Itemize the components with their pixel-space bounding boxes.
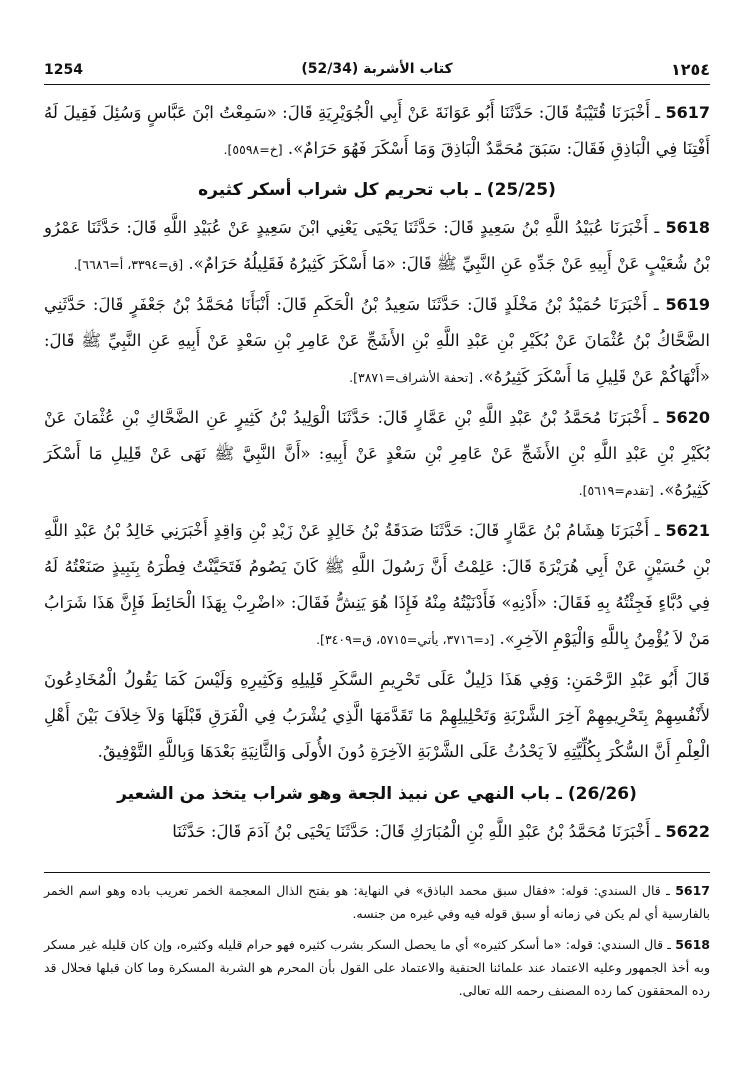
footnote-text: ـ قال السندي: قوله: «ما أسكر كثيره» أي ما يحصل السكر بشرب كثيره فهو حرام قليله وكثيره، وإن كان قليله غير مسكر وبه أخذ الجمهور وعليه الاعتماد عند علمائنا الحنفية والاعتماد على القول بأن المحرم هو الشربة المسكرة وما كان قبلها فحلال قد رده المحققون كما رده المصنف رحمه الله تعالى. [44,937,710,998]
hadith-reference: [تقدم=٥٦١٩]. [578,483,654,498]
footnote-number: 5618 [675,937,710,952]
chapter-heading-26: (26/26) ـ باب النهي عن نبيذ الجعة وهو شراب يتخذ من الشعير [117,784,637,804]
footnote-rule [44,872,710,873]
hadith-5618 [44,210,710,283]
hadith-number: 5617 [665,103,710,122]
footnote-5617 [44,879,710,925]
footnote-text: ـ قال السندي: قوله: «فقال سبق محمد الباذق» في النهاية: هو بفتح الذال المعجمة الخمر تعريب باده وهو اسم الخمر بالفارسية أي لم يكن في زمانه أو سبق قوله فيه وفي غيره من جنسه. [44,883,710,921]
hadith-number: 5619 [665,295,710,314]
hadith-5620 [44,400,710,509]
footnote-number: 5617 [675,883,710,898]
hadith-5617 [44,95,710,168]
chapter-heading-25: (25/25) ـ باب تحريم كل شراب أسكر كثيره [198,180,556,200]
hadith-number: 5618 [665,218,710,237]
running-header [44,58,710,84]
hadith-text: ـ أَخْبَرَنَا هِشَامُ بْنُ عَمَّارٍ قَالَ: حَدَّثَنَا صَدَقَةُ بْنُ خَالِدٍ عَنْ زَيْدِ بْنِ وَاقِدٍ أَخْبَرَنِي خَالِدُ بْنُ عَبْدِ اللَّهِ بْنِ حُسَيْنٍ عَنْ أَبِي هُرَيْرَةَ قَالَ: عَلِمْتُ أَنَّ رَسُولَ اللَّهِ ﷺ كَانَ يَصُومُ فَتَحَيَّنْتُ فِطْرَهُ بِنَبِيذٍ صَنَعْتُهُ لَهُ فِي دُبَّاءٍ فَجِئْتُهُ بِهِ فَقَالَ: «أَدْنِهِ» فَأَدْنَيْتُهُ مِنْهُ فَإِذَا هُوَ يَنِشُّ فَقَالَ: «اضْرِبْ بِهَذَا الْحَائِطَ فَإِنَّ هَذَا شَرَابُ مَنْ لاَ يُؤْمِنُ بِاللَّهِ وَالْيَوْمِ الآخِرِ». [44,521,710,648]
hadith-text: ـ أَخْبَرَنَا عُبَيْدُ اللَّهِ بْنُ سَعِيدٍ قَالَ: حَدَّثَنَا يَحْيَى يَعْنِي ابْنَ سَعِيدٍ عَنْ عُبَيْدِ اللَّهِ قَالَ: حَدَّثَنَا عَمْرُو بْنُ شُعَيْبٍ عَنْ أَبِيهِ عَنْ جَدِّهِ عَنِ النَّبِيِّ ﷺ قَالَ: «مَا أَسْكَرَ كَثِيرُهُ فَقَلِيلُهُ حَرَامٌ». [44,218,710,273]
hadith-5621 [44,513,710,658]
page-number-latin: 1254 [44,62,83,78]
header-rule [44,84,710,85]
footnotes [44,879,710,1002]
running-title: كتاب الأشربة (52/34) [301,61,453,77]
page [44,58,710,1010]
hadith-text: ـ أَخْبَرَنَا حُمَيْدُ بْنُ مَخْلَدٍ قَالَ: حَدَّثَنَا سَعِيدُ بْنُ الْحَكَمِ قَالَ: أَنْبَأَنَا مُحَمَّدُ بْنُ جَعْفَرٍ قَالَ: حَدَّثَنِي الضَّحَّاكُ بْنُ عُثْمَانَ عَنْ بُكَيْرِ بْنِ عَبْدِ اللَّهِ بْنِ الأَشَجِّ عَنْ عَامِرِ بْنِ سَعْدٍ عَنْ أَبِيهِ عَنِ النَّبِيِّ ﷺ قَالَ: «أَنْهَاكُمْ عَنْ قَلِيلِ مَا أَسْكَرَ كَثِيرُهُ». [44,295,710,386]
page-number-arabic: ١٢٥٤ [670,60,710,79]
hadith-number: 5620 [665,408,711,427]
hadith-number: 5622 [665,822,710,841]
hadith-reference: [ق=٣٣٩٤، أ=٦٦٨٦]. [73,257,184,272]
hadith-reference: [د=٣٧١٦، يأتي=٥٧١٥، ق=٣٤٠٩]. [316,632,495,647]
hadith-reference: [خ=٥٥٩٨]. [223,142,283,157]
hadith-text: ـ أَخْبَرَنَا مُحَمَّدُ بْنُ عَبْدِ اللَّهِ بْنِ الْمُبَارَكِ قَالَ: حَدَّثَنَا يَحْيَى بْنُ آدَمَ قَالَ: حَدَّثَنَا [172,822,661,841]
hadith-text: ـ أَخْبَرَنَا مُحَمَّدُ بْنُ عَبْدِ اللَّهِ بْنِ عَمَّارٍ قَالَ: حَدَّثَنَا الْوَلِيدُ بْنُ كَثِيرٍ عَنِ الضَّحَّاكِ بْنِ عُثْمَانَ عَنْ بُكَيْرِ بْنِ عَبْدِ اللَّهِ بْنِ الأَشَجِّ عَنْ عَامِرِ بْنِ سَعْدٍ عَنْ أَبِيهِ: «أَنَّ النَّبِيَّ ﷺ نَهَى عَنْ قَلِيلِ مَا أَسْكَرَ كَثِيرُهُ». [44,408,710,499]
main-text [44,95,710,850]
hadith-number: 5621 [665,521,710,540]
hadith-reference: [تحفة الأشراف=٣٨٧١]. [349,370,474,385]
hadith-text: ـ أَخْبَرَنَا قُتَيْبَةُ قَالَ: حَدَّثَنَا أَبُو عَوَانَةَ عَنْ أَبِي الْجُوَيْرِيَةِ قَالَ: «سَمِعْتُ ابْنَ عَبَّاسٍ وَسُئِلَ فَقِيلَ لَهُ أَفْتِنَا فِي الْبَاذِقِ فَقَالَ: سَبَقَ مُحَمَّدٌ الْبَاذِقَ وَمَا أَسْكَرَ فَهُوَ حَرَامٌ». [44,103,710,158]
hadith-5622 [44,814,710,850]
footnote-5618 [44,933,710,1002]
author-note: قَالَ أَبُو عَبْدِ الرَّحْمَنِ: وَفِي هَذَا دَلِيلٌ عَلَى تَحْرِيمِ السَّكَرِ قَلِيلِهِ وَكَثِيرِهِ وَلَيْسَ كَمَا يَقُولُ الْمُخَادِعُونَ لأَنْفُسِهِمْ بِتَحْرِيمِهِمْ آخِرَ الشَّرْبَةِ وَتَحْلِيلِهِمْ مَا تَقَدَّمَهَا الَّذِي يُشْرَبُ فِي الْفَرَقِ قَبْلَهَا وَلاَ خِلاَفَ بَيْنَ أَهْلِ الْعِلْمِ أَنَّ السُّكْرَ بِكُلِّيَّتِهِ لاَ يَحْدُثُ عَلَى الشَّرْبَةِ الآخِرَةِ دُونَ الأُولَى وَالثَّانِيَةِ بَعْدَهَا وَبِاللَّهِ التَّوْفِيقُ. [44,670,710,761]
hadith-5619 [44,287,710,396]
